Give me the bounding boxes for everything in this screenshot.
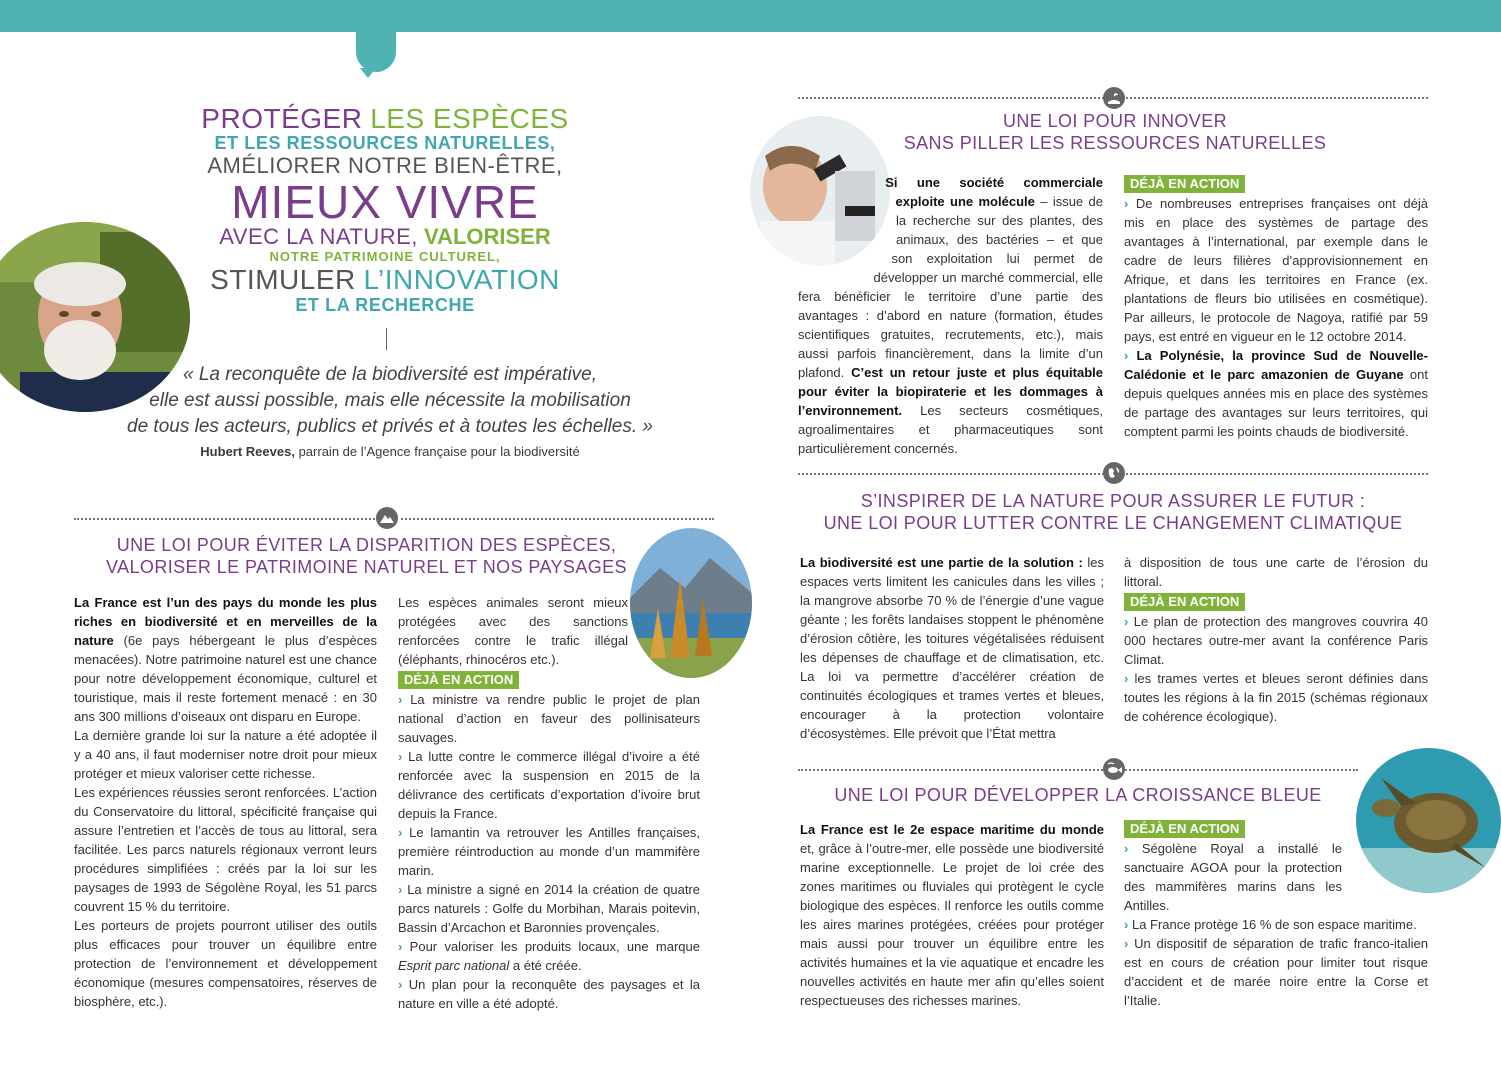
sec3-text: les espaces verts limitent les canicules dans les villes ; la mangrove absorbe 70 % de l’énergie d’une vague géante ; les forêts landaises stoppent le phénomène d’érosion côtière, les toitures végétalisées réduisent les dépenses de chauffage et de climatisation, etc. La loi va permettre d’accélérer création de continuités écologiques et trames vertes et bleues, encourager à la protection volontaire d’écosystèmes. Elle prévoit que l’État mettra xyxy=(800,555,1104,741)
arrow-icon: › xyxy=(1124,936,1129,951)
sec1-bullet-6-text: Un plan pour la reconquête des paysages et la nature en ville a été adopté. xyxy=(398,977,700,1011)
sec4-bullet-1 xyxy=(1124,839,1342,915)
arrow-icon: › xyxy=(1124,196,1129,211)
arrow-icon: › xyxy=(1124,917,1129,932)
arrow-icon: › xyxy=(398,939,403,954)
sec3-deja-badge: DÉJÀ EN ACTION xyxy=(1124,593,1245,611)
sec2-text-2: Les secteurs cosmétiques, agroalimentaires et pharmaceutiques sont particulièrement concernés. xyxy=(798,403,1103,456)
quote-attribution xyxy=(110,444,670,459)
speech-bubble-tab xyxy=(356,28,396,72)
sec1-bullet-3 xyxy=(398,823,700,880)
headline-valoriser: VALORISER xyxy=(424,224,551,249)
headline-les-especes: LES ESPÈCES xyxy=(370,103,569,134)
sec2-paragraph xyxy=(798,173,1103,458)
sec4-bullet-2 xyxy=(1124,915,1428,934)
sec4-text: et, grâce à l’outre-mer, elle possède une biodiversité marine exceptionnelle. Le projet de loi crée des zones maritimes ou fluviales qui protègent le cycle biologique des espèces. Il renforce les outils comme les aires marines protégées, créées pour protéger mais aussi pour trouver un équilibre entre les activités humaines et la vie aquatique et encadre les nouvelles activités en haute mer afin qu’elles soient respectueuses des richesses marines. xyxy=(800,841,1104,1008)
sec4-title: UNE LOI POUR DÉVELOPPER LA CROISSANCE BLEUE xyxy=(834,785,1322,805)
globe-icon xyxy=(1102,461,1126,485)
sec1-bullet-1-text: La ministre va rendre public le projet de plan national d’action en faveur des pollinisateurs sauvages. xyxy=(398,692,700,745)
arrow-icon: › xyxy=(1124,841,1129,856)
sec1-p1-bold: La France est l’un des pays du monde les plus riches en biodiversité et en merveilles de la nature xyxy=(74,595,377,648)
headline-recherche: ET LA RECHERCHE xyxy=(295,295,475,315)
sec4-divider xyxy=(798,769,1358,771)
sec1-bullet-6 xyxy=(398,975,700,1013)
arrow-icon: › xyxy=(1124,671,1129,686)
sec1-bullet-5-italic: Esprit parc national xyxy=(398,958,510,973)
arrow-icon: › xyxy=(398,692,403,707)
sec4-bullet-1-text: Ségolène Royal a installé le sanctuaire AGOA pour la protection des mammifères marins dans les Antilles. xyxy=(1124,841,1342,913)
headline-mieux-vivre: MIEUX VIVRE xyxy=(231,176,539,228)
sec3-bold: La biodiversité est une partie de la solution : xyxy=(800,555,1083,570)
sec1-deja-badge: DÉJÀ EN ACTION xyxy=(398,671,519,689)
sec4-deja-badge: DÉJÀ EN ACTION xyxy=(1124,820,1245,838)
sec2-bullet-2-bold: La Polynésie, la province Sud de Nouvelle-Calédonie et le parc amazonien de Guyane xyxy=(1124,348,1428,382)
arrow-icon: › xyxy=(398,882,403,897)
headline-proteger: PROTÉGER xyxy=(201,103,363,134)
headline-innovation: L’INNOVATION xyxy=(363,264,560,295)
sec2-bullet-2 xyxy=(1124,346,1428,441)
sec2-bold-1: Si une société commerciale exploite une molécule xyxy=(885,175,1103,209)
quote-line-1: « La reconquête de la biodiversité est impérative, xyxy=(182,364,598,385)
quote-line-2: elle est aussi possible, mais elle nécessite la mobilisation xyxy=(149,390,631,411)
sec1-bullet-3-text: Le lamantin va retrouver les Antilles françaises, première réintroduction au monde d’un mammifère marin. xyxy=(398,825,700,878)
sec2-bullet-2-text: ont depuis quelques années mis en place des systèmes de partage des avantages sur leurs territoires, qui comptent parmi les points chauds de biodiversité. xyxy=(1124,367,1428,439)
arrow-icon: › xyxy=(398,825,403,840)
sec3-title-line-1: S’INSPIRER DE LA NATURE POUR ASSURER LE FUTUR : xyxy=(860,491,1366,511)
top-band xyxy=(0,0,1501,32)
sec1-bullet-4 xyxy=(398,880,700,937)
arrow-icon: › xyxy=(398,977,403,992)
sec1-bullet-4-text: La ministre a signé en 2014 la création de quatre parcs naturels : Golfe du Morbihan, Marais poitevin, Bassin d’Arcachon et Baronnies provençales. xyxy=(398,882,700,935)
sec3-bullet-1-text: Le plan de protection des mangroves couvrira 40 000 hectares outre-mer avant la conférence Paris Climat. xyxy=(1124,614,1428,667)
headline-divider xyxy=(386,328,387,350)
sec3-bullet-2-text: les trames vertes et bleues seront définies dans toutes les régions à la fin 2015 (schémas régionaux de cohérence écologique). xyxy=(1124,671,1428,724)
sec4-paragraph xyxy=(800,820,1104,1010)
sec1-paragraph-4: Les porteurs de projets pourront utiliser des outils plus efficaces pour trouver un équilibre entre protection de l’environnement et développement économique (mesures compensatoires, réserves de biosphère, etc.). xyxy=(74,918,377,1009)
arrow-icon: › xyxy=(398,749,403,764)
sec4-bold: La France est le 2e espace maritime du monde xyxy=(800,822,1104,837)
sec2-bullet-1-text: De nombreuses entreprises françaises ont déjà mis en place des systèmes de partage des avantages à l’international, par exemple dans le cadre de leurs filières d’approvisionnement en Afrique, et dans les territoires en France (ex. plantations de fleurs bio utilisées en cosmétique). Par ailleurs, le protocole de Nagoya, ratifié par 59 pays, est entré en vigueur en le 12 octobre 2014. xyxy=(1124,196,1428,344)
headline-stimuler: STIMULER xyxy=(210,264,356,295)
sec1-title-line-2: VALORISER LE PATRIMOINE NATUREL ET NOS PAYSAGES xyxy=(106,557,627,577)
sec3-col2-paragraph: à disposition de tous une carte de l’érosion du littoral. xyxy=(1124,555,1428,589)
sec2-deja-badge: DÉJÀ EN ACTION xyxy=(1124,175,1245,193)
headline-avec-la-nature: AVEC LA NATURE, xyxy=(219,224,418,249)
sec3-paragraph xyxy=(800,553,1104,743)
sec1-col2-paragraph: Les espèces animales seront mieux protégées avec des sanctions renforcées contre le trafic illégal (éléphants, rhinocéros etc.). xyxy=(398,595,628,667)
sec2-text-1: – issue de la recherche sur des plantes, des animaux, des bactéries – et que son exploitation lui permet de développer un marché commercial, elle fera bénéficier le territoire d’une partie des avantages : d’abord en nature (formation, études scientifiques gratuites, recrutements, etc.), mais aussi parfois financièrement, dans la limite d’un plafond. xyxy=(798,194,1103,380)
sec2-bold-2: C’est un retour juste et plus équitable pour éviter la biopiraterie et les dommages à l’environnement. xyxy=(798,365,1103,418)
sec1-bullet-5 xyxy=(398,937,700,975)
headline-patrimoine: NOTRE PATRIMOINE CULTUREL, xyxy=(269,249,501,264)
sec1-bullet-2 xyxy=(398,747,700,823)
plant-hand-icon xyxy=(1102,86,1126,110)
headline-ressources: ET LES RESSOURCES NATURELLES, xyxy=(214,133,556,153)
sec2-title-line-1: UNE LOI POUR INNOVER xyxy=(1002,111,1228,131)
sec1-bullet-5-text-b: a été créée. xyxy=(509,958,582,973)
fish-icon xyxy=(1102,757,1126,781)
sec2-bullet-1 xyxy=(1124,194,1428,346)
sec4-bullet-2-text: La France protège 16 % de son espace maritime. xyxy=(1131,917,1417,932)
arrow-icon: › xyxy=(1124,348,1129,363)
sec4-bullet-3-text: Un dispositif de séparation de trafic franco-italien est en cours de création pour limiter tout risque d’accident et de marée noire entre la Corse et l’Italie. xyxy=(1124,936,1428,1008)
photo-wrap-spacer xyxy=(798,173,896,277)
arrow-icon: › xyxy=(1124,614,1129,629)
sec3-title-line-2: UNE LOI POUR LUTTER CONTRE LE CHANGEMENT CLIMATIQUE xyxy=(823,513,1403,533)
sec1-bullet-5-text-a: Pour valoriser les produits locaux, une marque xyxy=(409,939,700,954)
sec1-bullet-2-text: La lutte contre le commerce illégal d’ivoire a été renforcée avec la suspension en 2015 de la délivrance des certificats d’exportation d’ivoire brut depuis la France. xyxy=(398,749,700,821)
sec1-paragraph-3: Les expériences réussies seront renforcées. L’action du Conservatoire du littoral, spécificité française qui assure l’entretien et l’accès de tous au littoral, sera facilitée. Les parcs naturels régionaux verront leurs procédures simplifiées : créés par la loi sur les paysages de 1993 de Ségolène Royal, les 51 parcs couvrent 15 % du territoire. xyxy=(74,785,377,914)
sec1-paragraph-1 xyxy=(74,593,377,726)
sec2-title-line-2: SANS PILLER LES RESSOURCES NATURELLES xyxy=(903,133,1327,153)
sec1-bullet-1 xyxy=(398,690,700,747)
sec1-paragraph-2: La dernière grande loi sur la nature a été adoptée il y a 40 ans, il faut moderniser notre droit pour mieux protéger et mieux valoriser cette richesse. xyxy=(74,728,377,781)
sec3-bullet-1 xyxy=(1124,612,1428,669)
sec1-p1-rest: (6e pays hébergeant le plus d’espèces menacées). Notre patrimoine naturel est une chance pour notre développement économique, culturel et touristique, mais il reste fortement menacé : en 30 ans 300 millions d’oiseaux ont disparu en Europe. xyxy=(74,633,377,724)
headline-bien-etre: AMÉLIORER NOTRE BIEN-ÊTRE, xyxy=(207,153,563,178)
quote-author-role: parrain de l’Agence française pour la biodiversité xyxy=(298,444,580,459)
mountain-icon xyxy=(375,506,399,530)
sec3-bullet-2 xyxy=(1124,669,1428,726)
quote-author: Hubert Reeves, xyxy=(200,444,295,459)
sec4-bullet-3 xyxy=(1124,934,1428,1010)
sec1-title-line-1: UNE LOI POUR ÉVITER LA DISPARITION DES ESPÈCES, xyxy=(116,535,617,555)
quote-line-3: de tous les acteurs, publics et privés et à toutes les échelles. » xyxy=(127,416,653,437)
